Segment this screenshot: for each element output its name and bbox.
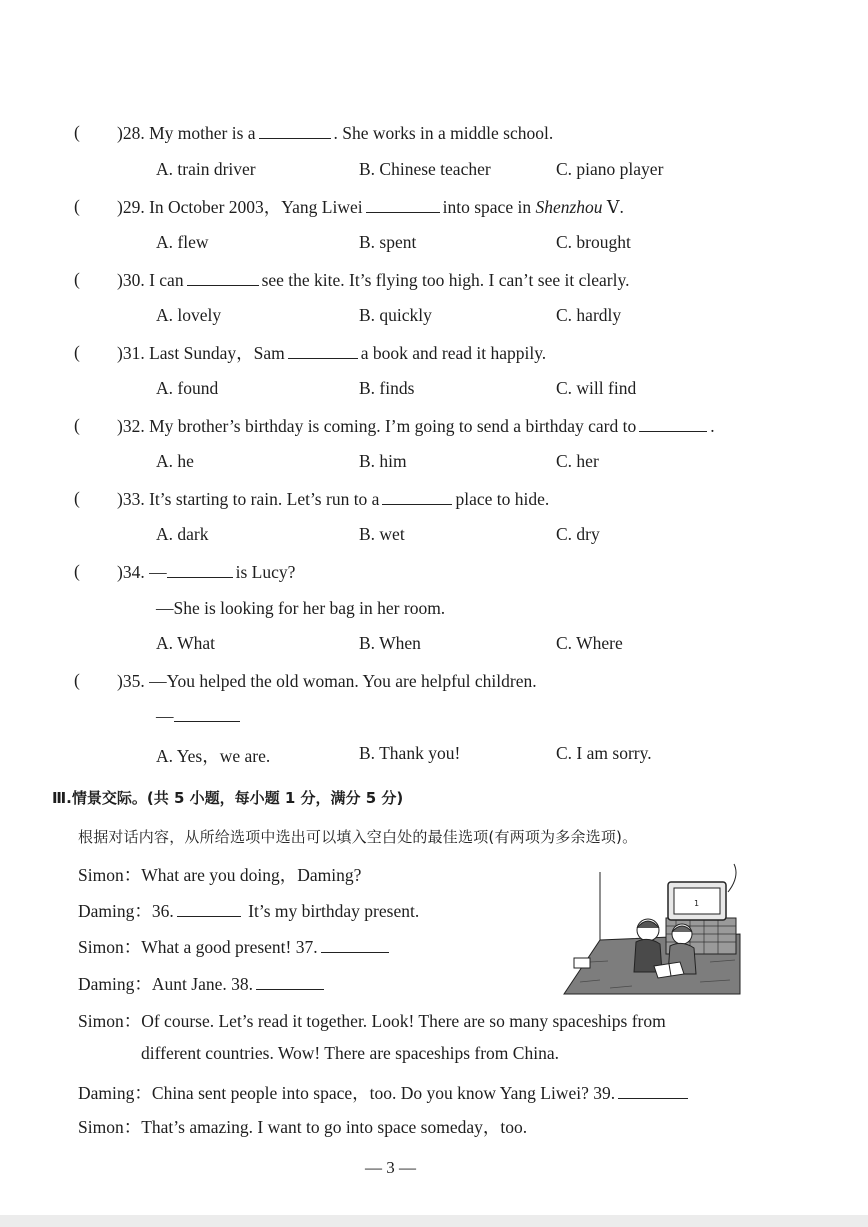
- question-number: )28.: [117, 123, 145, 143]
- question-35-reply: [156, 705, 243, 727]
- question-34-reply: —She is looking for her bag in her room.: [156, 598, 446, 618]
- question-text: —You helped the old woman. You are helpful children.: [149, 671, 537, 691]
- question-text: .: [710, 416, 715, 436]
- question-text: is Lucy?: [235, 562, 296, 582]
- dialogue-text: Of course. Let’s read it together. Look! There are so many spaceships from: [141, 1011, 666, 1031]
- option-c: C. hardly: [556, 305, 622, 325]
- speaker: Simon：: [78, 937, 142, 957]
- option-b: B. When: [359, 633, 421, 653]
- option-a: A. What: [156, 633, 215, 653]
- question-number: )35.: [117, 671, 145, 691]
- question-text: It’s starting to rain. Let’s run to a: [149, 489, 380, 509]
- question-text: I can: [149, 270, 184, 290]
- answer-paren-28: (: [74, 122, 80, 142]
- question-text: a book and read it happily.: [360, 343, 547, 363]
- question-35: [117, 670, 537, 692]
- answer-paren-32: (: [74, 415, 80, 435]
- speaker: Daming：: [78, 974, 152, 994]
- option-b: B. finds: [359, 378, 415, 398]
- dialogue-line-6: [78, 1080, 691, 1105]
- question-text: Ⅴ.: [602, 197, 624, 217]
- question-text: —: [149, 562, 167, 582]
- option-a: A. lovely: [156, 305, 222, 325]
- option-b: B. him: [359, 451, 407, 471]
- answer-blank: [174, 705, 240, 722]
- question-text: My brother’s birthday is coming. I’m going to send a birthday card to: [149, 416, 637, 436]
- dialogue-text: China sent people into space，too. Do you know Yang Liwei? 39.: [151, 1083, 616, 1103]
- tv-screen-label: 1: [694, 899, 700, 908]
- question-text: Last Sunday，Sam: [149, 343, 285, 363]
- section-title: Ⅲ.情景交际。(共 5 小题，每小题 1 分，满分 5 分): [52, 789, 404, 807]
- option-c: C. brought: [556, 232, 631, 252]
- option-b: B. spent: [359, 232, 417, 252]
- question-number: )31.: [117, 343, 145, 363]
- spaceship-name: Shenzhou: [535, 197, 603, 217]
- question-number: )29.: [117, 197, 145, 217]
- question-text: My mother is a: [149, 123, 256, 143]
- dialogue-line-7: [78, 1114, 527, 1139]
- answer-blank-39: [618, 1082, 688, 1099]
- option-c: C. I am sorry.: [556, 743, 652, 763]
- question-31: [117, 342, 546, 364]
- question-28: [117, 122, 553, 144]
- speaker: Simon：: [78, 1011, 142, 1031]
- dialogue-text: That’s amazing. I want to go into space someday，too.: [141, 1117, 528, 1137]
- option-a: A. he: [156, 451, 194, 471]
- answer-blank-37: [321, 936, 389, 953]
- question-number: )32.: [117, 416, 145, 436]
- answer-paren-34: (: [74, 561, 80, 581]
- answer-blank: [288, 342, 358, 359]
- question-number: )33.: [117, 489, 145, 509]
- question-text: into space in: [442, 197, 532, 217]
- option-a: A. train driver: [156, 159, 256, 179]
- answer-blank-38: [256, 973, 324, 990]
- question-34: [117, 561, 295, 583]
- dialogue-line-1: [78, 862, 361, 887]
- question-text: In October 2003，Yang Liwei: [149, 197, 363, 217]
- option-c: C. her: [556, 451, 599, 471]
- answer-paren-30: (: [74, 269, 80, 289]
- option-a: A. Yes，we are.: [156, 746, 271, 766]
- section-instruction: 根据对话内容，从所给选项中选出可以填入空白处的最佳选项(有两项为多余选项)。: [78, 828, 638, 846]
- dialogue-line-3: [78, 934, 392, 959]
- dialogue-line-5: [78, 1008, 666, 1033]
- answer-blank: [187, 269, 259, 286]
- question-number: )30.: [117, 270, 145, 290]
- question-30: [117, 269, 629, 291]
- dialogue-line-5-continued: different countries. Wow! There are spaceships from China.: [141, 1043, 559, 1063]
- answer-blank: [382, 488, 452, 505]
- answer-paren-31: (: [74, 342, 80, 362]
- answer-blank: [639, 415, 707, 432]
- dialogue-line-2: [78, 898, 419, 923]
- speaker: Simon：: [78, 865, 142, 885]
- option-a: A. found: [156, 378, 219, 398]
- dialogue-text: What are you doing，Daming?: [141, 865, 362, 885]
- answer-blank-36: [177, 900, 241, 917]
- option-c: C. piano player: [556, 159, 664, 179]
- dialogue-text: Aunt Jane. 38.: [151, 974, 253, 994]
- question-number: )34.: [117, 562, 145, 582]
- page-number: — 3 —: [365, 1158, 416, 1177]
- option-c: C. will find: [556, 378, 637, 398]
- dialogue-text: What a good present! 37.: [141, 937, 318, 957]
- answer-paren-33: (: [74, 488, 80, 508]
- question-text: place to hide.: [455, 489, 550, 509]
- question-29: [117, 196, 624, 218]
- speaker: Simon：: [78, 1117, 142, 1137]
- answer-blank: [366, 196, 440, 213]
- option-b: B. Chinese teacher: [359, 159, 491, 179]
- option-c: C. Where: [556, 633, 623, 653]
- answer-paren-29: (: [74, 196, 80, 216]
- question-text: see the kite. It’s flying too high. I can’t see it clearly.: [261, 270, 630, 290]
- question-text: . She works in a middle school.: [333, 123, 554, 143]
- option-a: A. dark: [156, 524, 209, 544]
- question-33: [117, 488, 549, 510]
- option-b: B. wet: [359, 524, 405, 544]
- answer-blank: [259, 122, 331, 139]
- answer-blank: [167, 561, 233, 578]
- dialogue-text: 36.: [151, 901, 174, 921]
- question-32: [117, 415, 715, 437]
- option-a: A. flew: [156, 232, 209, 252]
- option-b: B. Thank you!: [359, 743, 461, 763]
- answer-paren-35: (: [74, 670, 80, 690]
- dialogue-text: It’s my birthday present.: [248, 901, 420, 921]
- dialogue-line-4: [78, 971, 327, 996]
- dash: —: [156, 706, 174, 726]
- speaker: Daming：: [78, 901, 152, 921]
- option-b: B. quickly: [359, 305, 432, 325]
- illustration-kids-reading: [560, 862, 744, 996]
- bottom-scan-edge: [0, 1215, 868, 1227]
- speaker: Daming：: [78, 1083, 152, 1103]
- option-c: C. dry: [556, 524, 600, 544]
